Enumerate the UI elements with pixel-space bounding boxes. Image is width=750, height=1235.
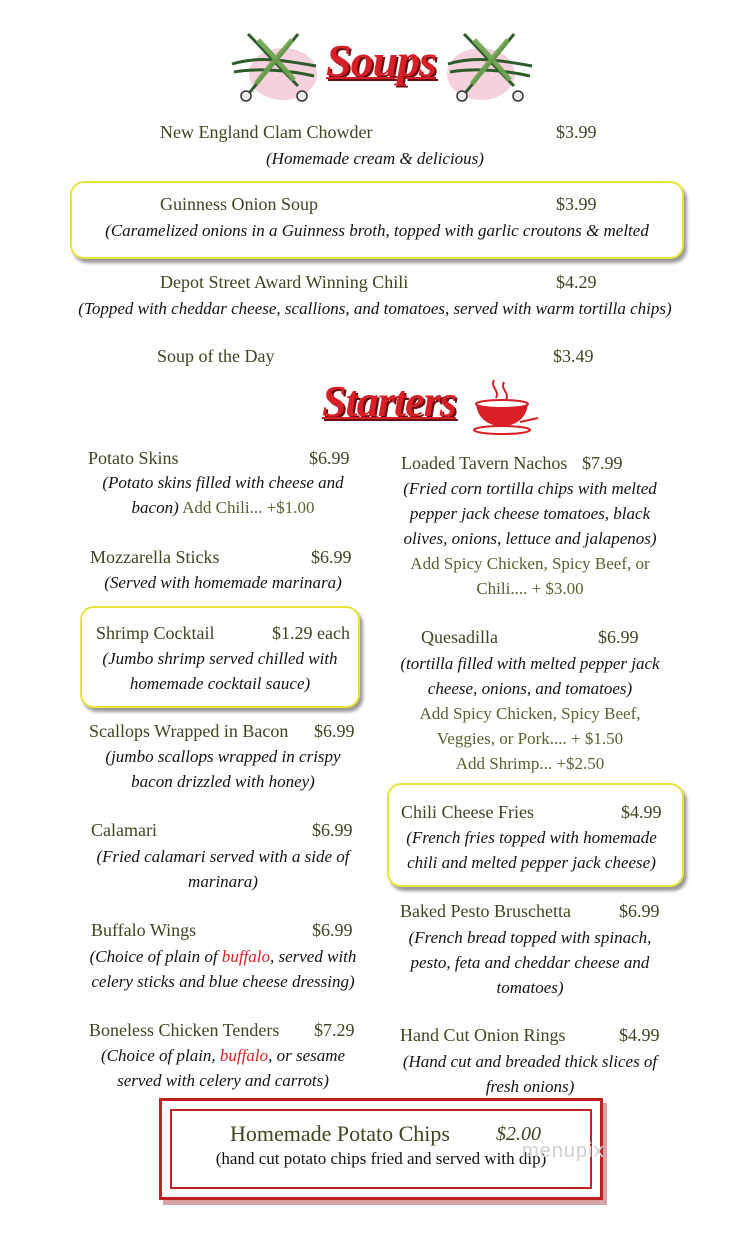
soups-heading: Soups xyxy=(326,35,437,86)
soup-name: Soup of the Day xyxy=(157,346,275,366)
soup-desc: (Caramelized onions in a Guinness broth, topped with garlic croutons & melted xyxy=(105,221,649,240)
highlight-box xyxy=(70,181,684,259)
starter-desc: (Served with homemade marinara) xyxy=(104,573,342,592)
starter-desc: homemade cocktail sauce) xyxy=(129,674,311,693)
starter-desc-line xyxy=(78,1043,368,1068)
starter-price: $6.99 xyxy=(312,920,353,940)
starter-name: Buffalo Wings xyxy=(91,920,197,940)
starter-desc: cheese, onions, and tomatoes) xyxy=(427,679,633,698)
starter-addon: Veggies, or Pork.... + $1.50 xyxy=(436,729,624,748)
soup-bowl-icon xyxy=(470,378,540,436)
starter-addon: Add Shrimp... +$2.50 xyxy=(455,754,605,773)
starter-desc: (French fries topped with homemade xyxy=(406,828,657,847)
starter-price: $6.99 xyxy=(311,547,352,567)
featured-name: Homemade Potato Chips xyxy=(230,1121,450,1146)
starter-desc: chili and melted pepper jack cheese) xyxy=(407,853,656,872)
featured-desc: (hand cut potato chips fried and served with dip) xyxy=(215,1149,547,1168)
starter-desc: marinara) xyxy=(188,872,258,891)
starter-desc: (tortilla filled with melted pepper jack xyxy=(400,654,660,673)
highlight-box xyxy=(80,606,360,708)
soup-price: $3.99 xyxy=(556,194,597,214)
starter-price: $6.99 xyxy=(598,627,639,647)
soup-name: Depot Street Award Winning Chili xyxy=(160,272,409,292)
starter-desc: (French bread topped with spinach, xyxy=(408,928,652,947)
starter-desc: pepper jack cheese tomatoes, black xyxy=(409,504,651,523)
soup-price: $3.99 xyxy=(556,122,597,142)
watermark: menupix xyxy=(522,1140,605,1162)
starter-desc: bacon drizzled with honey) xyxy=(131,772,315,791)
soup-name: Guinness Onion Soup xyxy=(160,194,319,214)
starter-price: $4.99 xyxy=(619,1025,660,1045)
starter-addon: Add Spicy Chicken, Spicy Beef, or xyxy=(410,554,650,573)
starter-price: $7.29 xyxy=(314,1020,355,1040)
starter-desc: (Potato skins filled with cheese and xyxy=(102,473,344,492)
starter-price: $6.99 xyxy=(312,820,353,840)
starter-desc: served with celery and carrots) xyxy=(117,1071,329,1090)
starter-desc-line xyxy=(78,944,368,969)
soup-desc: (Topped with cheddar cheese, scallions, and tomatoes, served with warm tortilla chips) xyxy=(78,299,672,318)
starter-desc-line xyxy=(78,495,368,520)
starter-price: $6.99 xyxy=(314,721,355,741)
starter-name: Calamari xyxy=(91,820,157,840)
starter-name: Quesadilla xyxy=(421,627,498,647)
featured-price: $2.00 xyxy=(496,1123,541,1145)
starter-name: Baked Pesto Bruschetta xyxy=(400,901,571,921)
starter-addon: Add Spicy Chicken, Spicy Beef, xyxy=(419,704,641,723)
starter-name: Boneless Chicken Tenders xyxy=(89,1020,280,1040)
starter-desc: celery sticks and blue cheese dressing) xyxy=(91,972,355,991)
starter-desc: fresh onions) xyxy=(485,1077,575,1096)
soup-price: $4.29 xyxy=(556,272,597,292)
starter-name: Mozzarella Sticks xyxy=(90,547,220,567)
starter-name: Hand Cut Onion Rings xyxy=(400,1025,566,1045)
starter-desc: tomatoes) xyxy=(496,978,564,997)
starter-name: Scallops Wrapped in Bacon xyxy=(89,721,289,741)
starter-price: $6.99 xyxy=(309,448,350,468)
starter-name: Loaded Tavern Nachos xyxy=(401,453,568,473)
starter-desc: (Fried calamari served with a side of xyxy=(96,847,350,866)
soup-desc: (Homemade cream & delicious) xyxy=(266,149,484,168)
starter-name: Chili Cheese Fries xyxy=(401,802,534,822)
highlight-box xyxy=(387,783,684,887)
onion-icon xyxy=(228,26,320,104)
starter-desc: (Choice of plain, xyxy=(100,1046,220,1065)
starter-addon: Chili.... + $3.00 xyxy=(476,579,584,598)
starter-desc: , or sesame xyxy=(268,1046,346,1065)
starter-addon: Add Chili... +$1.00 xyxy=(182,498,315,517)
starter-price: $7.99 xyxy=(582,453,623,473)
starter-desc: (Choice of plain of xyxy=(89,947,222,966)
soup-name: New England Clam Chowder xyxy=(160,122,373,142)
starters-heading: Starters xyxy=(322,377,456,426)
starter-desc: pesto, feta and cheddar cheese and xyxy=(410,953,650,972)
buffalo-highlight: buffalo xyxy=(221,947,270,966)
starter-name: Potato Skins xyxy=(88,448,179,468)
starter-desc: (jumbo scallops wrapped in crispy xyxy=(105,747,341,766)
starter-name: Shrimp Cocktail xyxy=(96,623,215,643)
starter-desc: bacon) xyxy=(131,498,179,517)
starter-price: $4.99 xyxy=(621,802,662,822)
starter-desc: (Jumbo shrimp served chilled with xyxy=(102,649,338,668)
starter-desc: olives, onions, lettuce and jalapenos) xyxy=(403,529,657,548)
starter-price: $1.29 each xyxy=(272,623,350,643)
soup-price: $3.49 xyxy=(553,346,594,366)
starter-desc: , served with xyxy=(269,947,357,966)
onion-icon xyxy=(444,26,536,104)
starter-price: $6.99 xyxy=(619,901,660,921)
buffalo-highlight: buffalo xyxy=(219,1046,269,1065)
starter-desc: (Hand cut and breaded thick slices of xyxy=(402,1052,658,1071)
starter-desc: (Fried corn tortilla chips with melted xyxy=(403,479,657,498)
